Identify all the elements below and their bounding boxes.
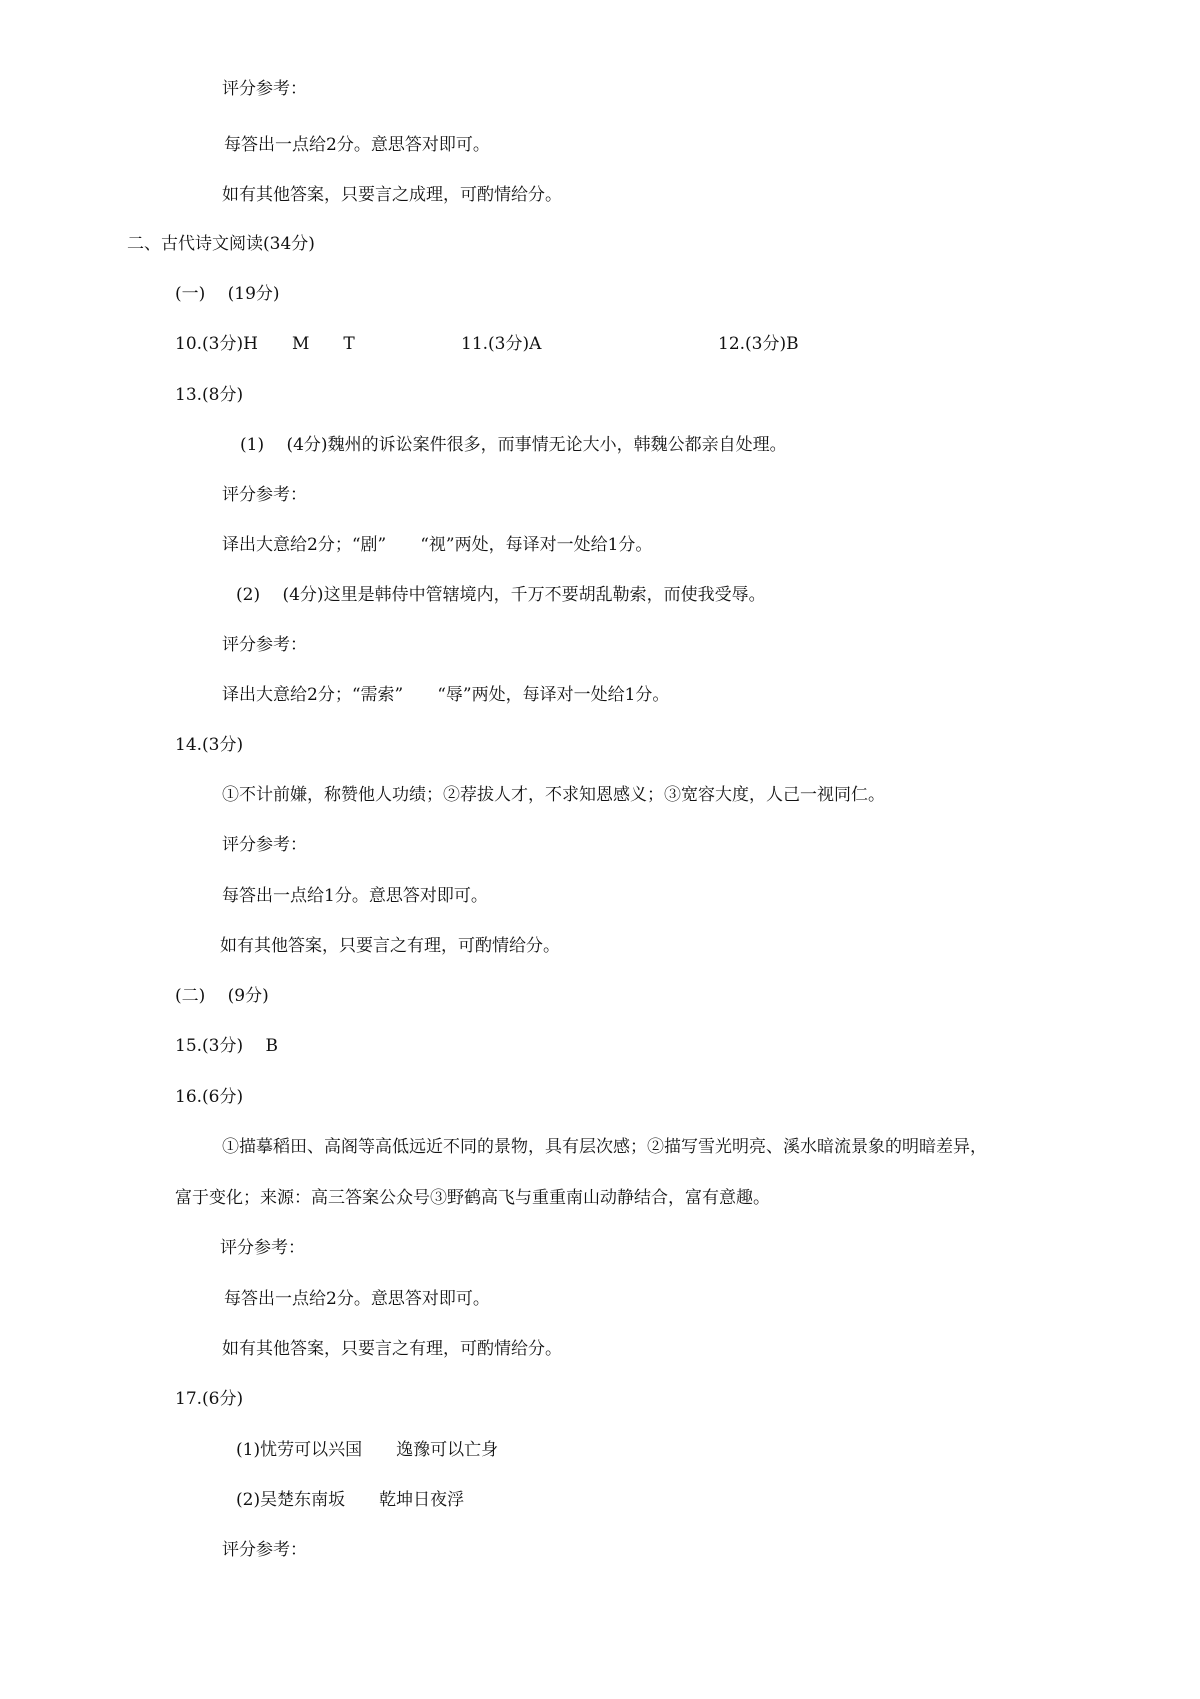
scoring-note: 每答出一点给2分。意思答对即可。	[224, 1289, 490, 1309]
answer-12: 12.(3分)B	[718, 334, 799, 354]
answer-text: (1) (4分)魏州的诉讼案件很多，而事情无论大小，韩魏公都亲自处理。	[240, 435, 787, 455]
scoring-note: 译出大意给2分；“需索” “辱”两处，每译对一处给1分。	[222, 685, 670, 705]
scoring-ref-label: 评分参考：	[222, 485, 307, 505]
subsection-heading: (一) (19分)	[175, 284, 280, 304]
answer-11: 11.(3分)A	[461, 334, 542, 354]
answer-15: 15.(3分) B	[175, 1036, 279, 1056]
scoring-ref-label: 评分参考：	[222, 1540, 307, 1560]
question-heading: 16.(6分)	[175, 1087, 244, 1107]
section-heading: 二、古代诗文阅读(34分)	[127, 234, 315, 254]
question-heading: 17.(6分)	[175, 1389, 244, 1409]
answer-text: ①不计前嫌，称赞他人功绩；②荐拔人才，不求知恩感义；③宽容大度，人己一视同仁。	[222, 785, 885, 805]
scoring-note: 每答出一点给1分。意思答对即可。	[222, 886, 488, 906]
answer-text: ①描摹稻田、高阁等高低远近不同的景物，具有层次感；②描写雪光明亮、溪水暗流景象的明暗差异，	[222, 1137, 987, 1157]
scoring-ref-label: 评分参考：	[222, 79, 307, 99]
question-heading: 13.(8分)	[175, 385, 244, 405]
scoring-note: 如有其他答案，只要言之成理，可酌情给分。	[222, 185, 562, 205]
scoring-ref-label: 评分参考：	[222, 635, 307, 655]
scoring-note: 如有其他答案，只要言之有理，可酌情给分。	[222, 1339, 562, 1359]
scoring-ref-label: 评分参考：	[222, 835, 307, 855]
scoring-ref-label: 评分参考：	[220, 1238, 305, 1258]
answer-text: (1)忧劳可以兴国 逸豫可以亡身	[236, 1440, 499, 1460]
scoring-note: 译出大意给2分；“剧” “视”两处，每译对一处给1分。	[222, 535, 653, 555]
subsection-heading: (二) (9分)	[175, 986, 269, 1006]
answer-text: (2)吴楚东南坂 乾坤日夜浮	[236, 1490, 465, 1510]
answer-text: 富于变化；来源：高三答案公众号③野鹤高飞与重重南山动静结合，富有意趣。	[175, 1188, 770, 1208]
answer-text: (2) (4分)这里是韩侍中管辖境内，千万不要胡乱勒索，而使我受辱。	[236, 585, 766, 605]
scoring-note: 如有其他答案，只要言之有理，可酌情给分。	[220, 936, 560, 956]
question-heading: 14.(3分)	[175, 735, 244, 755]
answer-10: 10.(3分)H M T	[175, 334, 355, 354]
answers-row-10-12	[175, 333, 875, 355]
scoring-note: 每答出一点给2分。意思答对即可。	[224, 135, 490, 155]
